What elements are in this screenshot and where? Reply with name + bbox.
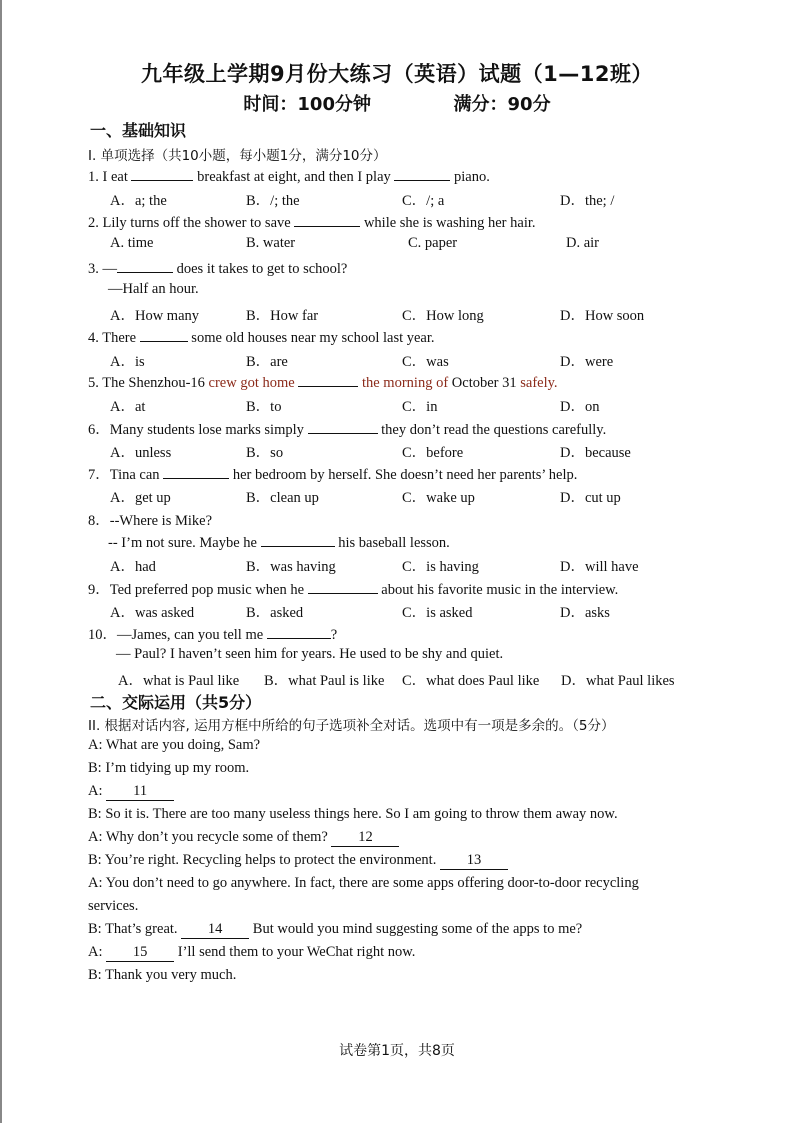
part1-title: I. 单项选择（共10小题，每小题1分，满分10分） — [88, 148, 387, 164]
dialogue-line: A: 11 — [88, 783, 174, 801]
section2-title: 二、交际运用（共5分） — [90, 693, 262, 712]
full-score: 满分：90分 — [453, 94, 551, 115]
dialogue-line: A: 15 I’ll send them to your WeChat right now. — [88, 944, 416, 960]
question-9: 9．Ted preferred pop music when he about his favorite music in the interview. — [88, 578, 618, 599]
options-10 — [118, 669, 758, 689]
option-d[interactable]: D．because — [560, 445, 631, 461]
question-1: 1. I eat breakfast at eight, and then I play piano. — [88, 166, 490, 186]
dialogue-line: A: What are you doing, Sam? — [88, 737, 261, 753]
option-b[interactable]: B．what Paul is like — [264, 673, 385, 689]
option-c[interactable]: C．wake up — [402, 490, 475, 506]
answer-blank[interactable] — [163, 464, 229, 479]
option-d[interactable]: D．How soon — [560, 308, 645, 324]
option-b[interactable]: B. water — [246, 235, 296, 251]
option-c[interactable]: C．/; a — [402, 193, 445, 209]
option-a[interactable]: A．How many — [110, 308, 200, 324]
dialogue-line: B: That’s great. 14 But would you mind suggesting some of the apps to me? — [88, 921, 583, 937]
option-c[interactable]: C．is having — [402, 559, 479, 575]
exam-meta — [0, 90, 794, 116]
question-4: 4. There some old houses near my school last year. — [88, 327, 435, 347]
dialogue-line: B: I’m tidying up my room. — [88, 760, 250, 776]
options-7 — [110, 486, 750, 506]
options-6 — [110, 441, 750, 461]
time-limit: 时间：100分钟 — [243, 94, 371, 115]
option-b[interactable]: B．was having — [246, 559, 336, 575]
option-c[interactable]: C．what does Paul like — [402, 673, 540, 689]
dialogue-line: services. — [88, 898, 139, 914]
option-a[interactable]: A．a; the — [110, 193, 167, 209]
options-2 — [110, 235, 750, 255]
option-b[interactable]: B．so — [246, 445, 284, 461]
option-d[interactable]: D．on — [560, 399, 600, 415]
options-3 — [110, 304, 750, 324]
option-a[interactable]: A．was asked — [110, 605, 195, 621]
options-1 — [110, 189, 750, 209]
question-7: 7．Tina can her bedroom by herself. She doesn’t need her parents’ help. — [88, 463, 577, 484]
options-4 — [110, 350, 750, 370]
part2-instruction: II. 根据对话内容, 运用方框中所给的句子选项补全对话。选项中有一项是多余的。（5分） — [88, 718, 615, 734]
option-a[interactable]: A．had — [110, 559, 156, 575]
question-6: 6．Many students lose marks simply they don’t read the questions carefully. — [88, 418, 606, 439]
answer-blank[interactable] — [267, 624, 331, 639]
question-10-reply: — Paul? I haven’t seen him for years. He used to be shy and quiet. — [116, 646, 504, 662]
option-a[interactable]: A．unless — [110, 445, 172, 461]
option-c[interactable]: C．in — [402, 399, 438, 415]
option-a[interactable]: A．at — [110, 399, 146, 415]
answer-blank[interactable] — [117, 258, 173, 273]
answer-blank-11[interactable]: 11 — [106, 783, 174, 801]
answer-blank[interactable] — [140, 327, 188, 342]
answer-blank[interactable] — [308, 419, 378, 434]
option-d[interactable]: D．what Paul likes — [561, 673, 675, 689]
question-2: 2. Lily turns off the shower to save while she is washing her hair. — [88, 212, 536, 232]
option-d[interactable]: D．were — [560, 354, 614, 370]
option-d[interactable]: D．asks — [560, 605, 610, 621]
answer-blank[interactable] — [261, 532, 335, 547]
answer-blank-13[interactable]: 13 — [440, 852, 508, 870]
option-a[interactable]: A．what is Paul like — [118, 673, 240, 689]
question-3: 3. — does it takes to get to school? — [88, 258, 347, 278]
option-b[interactable]: B．/; the — [246, 193, 300, 209]
question-8: 8．--Where is Mike? — [88, 513, 213, 529]
option-c[interactable]: C．before — [402, 445, 464, 461]
dialogue-line: B: Thank you very much. — [88, 967, 237, 983]
page-edge — [0, 0, 2, 1123]
option-a[interactable]: A．get up — [110, 490, 171, 506]
answer-blank-14[interactable]: 14 — [181, 921, 249, 939]
option-d[interactable]: D．the; / — [560, 193, 615, 209]
dialogue-line: B: So it is. There are too many useless things here. So I am going to throw them away now. — [88, 806, 618, 822]
question-3-reply: —Half an hour. — [108, 281, 199, 297]
question-5: 5. The Shenzhou-16 crew got home the morning of October 31 safely. — [88, 372, 558, 392]
question-10: 10．—James, can you tell me ? — [88, 623, 337, 644]
dialogue-line: A: You don’t need to go anywhere. In fact, there are some apps offering door-to-door recycling — [88, 875, 639, 891]
answer-blank[interactable] — [394, 166, 450, 181]
answer-blank[interactable] — [131, 166, 193, 181]
answer-blank[interactable] — [298, 372, 358, 387]
dialogue-line: B: You’re right. Recycling helps to protect the environment. 13 — [88, 852, 508, 870]
option-c[interactable]: C．How long — [402, 308, 484, 324]
option-b[interactable]: B．asked — [246, 605, 304, 621]
option-c[interactable]: C．was — [402, 354, 449, 370]
option-b[interactable]: B．clean up — [246, 490, 319, 506]
answer-blank-12[interactable]: 12 — [331, 829, 399, 847]
options-8 — [110, 555, 750, 575]
option-d[interactable]: D．cut up — [560, 490, 621, 506]
options-9 — [110, 601, 750, 621]
answer-blank[interactable] — [308, 579, 378, 594]
exam-title: 九年级上学期9月份大练习（英语）试题（1—12班） — [141, 62, 653, 86]
option-c[interactable]: C. paper — [408, 235, 458, 251]
option-c[interactable]: C．is asked — [402, 605, 473, 621]
page-footer: 试卷第1页，共8页 — [339, 1043, 455, 1059]
question-8-reply: -- I’m not sure. Maybe he his baseball lesson. — [108, 532, 450, 552]
dialogue-line: A: Why don’t you recycle some of them? 12 — [88, 829, 399, 847]
answer-blank[interactable] — [294, 212, 360, 227]
options-5 — [110, 395, 750, 415]
option-a[interactable]: A．is — [110, 354, 145, 370]
option-b[interactable]: B．are — [246, 354, 288, 370]
option-b[interactable]: B．to — [246, 399, 282, 415]
section1-title: 一、基础知识 — [90, 121, 187, 140]
answer-blank-15[interactable]: 15 — [106, 944, 174, 962]
option-b[interactable]: B．How far — [246, 308, 319, 324]
option-d[interactable]: D．will have — [560, 559, 639, 575]
option-a[interactable]: A. time — [110, 235, 154, 251]
option-d[interactable]: D. air — [566, 235, 600, 251]
